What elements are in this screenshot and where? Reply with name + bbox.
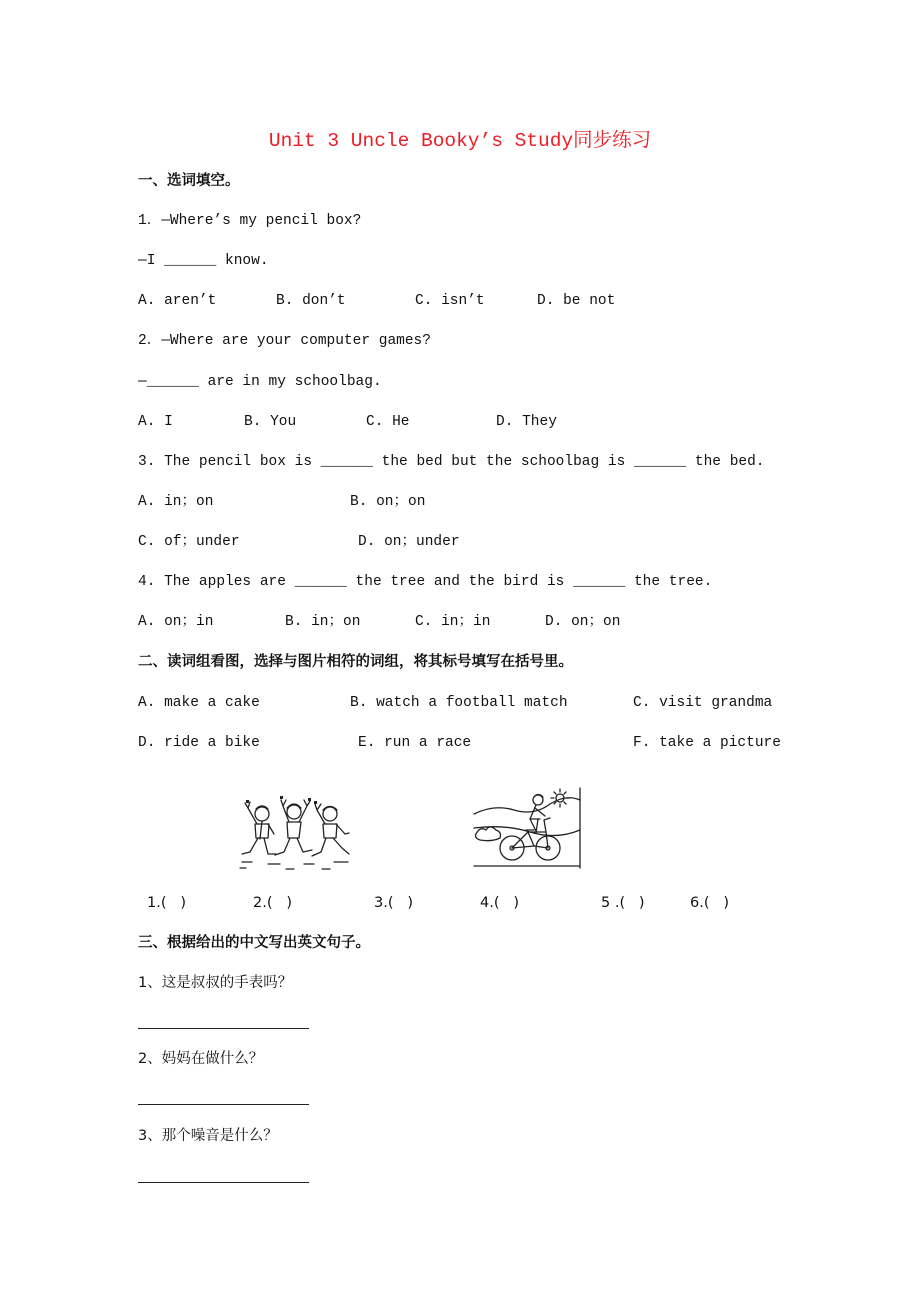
q4-option-d: D. on；on bbox=[545, 614, 621, 630]
running-race-image bbox=[238, 790, 358, 874]
q2-option-d: D. They bbox=[496, 414, 557, 430]
picture-blank-6: 6.( ) bbox=[690, 895, 729, 911]
phrase-option-d: D. ride a bike bbox=[138, 735, 260, 751]
picture-blank-2: 2.( ) bbox=[253, 895, 292, 911]
q4-option-a: A. on；in bbox=[138, 614, 214, 630]
q3-option-a: A. in；on bbox=[138, 494, 214, 510]
q3-line1: 3. The pencil box is ______ the bed but the schoolbag is ______ the bed. bbox=[138, 454, 765, 470]
q2-line1: 2．—Where are your computer games? bbox=[138, 333, 431, 349]
q2-option-c: C. He bbox=[366, 414, 410, 430]
picture-blank-3: 3.( ) bbox=[374, 895, 413, 911]
section1-heading: 一、选词填空。 bbox=[138, 173, 240, 189]
picture-blank-5: 5 .( ) bbox=[601, 895, 645, 911]
answer-line-2[interactable] bbox=[138, 1104, 309, 1105]
q2-line2: —______ are in my schoolbag. bbox=[138, 374, 382, 390]
q1-option-a: A. aren’t bbox=[138, 293, 217, 309]
phrase-option-c: C. visit grandma bbox=[633, 695, 773, 711]
q1-option-d: D. be not bbox=[537, 293, 616, 309]
section2-heading: 二、读词组看图，选择与图片相符的词组，将其标号填写在括号里。 bbox=[138, 654, 573, 670]
phrase-option-a: A. make a cake bbox=[138, 695, 260, 711]
phrase-option-b: B. watch a football match bbox=[350, 695, 568, 711]
q1-line1: 1．—Where’s my pencil box? bbox=[138, 213, 362, 229]
picture-blank-4: 4.( ) bbox=[480, 895, 519, 911]
answer-line-3[interactable] bbox=[138, 1182, 309, 1183]
q3-option-d: D. on；under bbox=[358, 534, 460, 550]
translation-item-1: 1、这是叔叔的手表吗？ bbox=[138, 975, 293, 991]
q3-option-b: B. on；on bbox=[350, 494, 426, 510]
q1-line2: —I ______ know. bbox=[138, 253, 269, 269]
q1-option-b: B. don’t bbox=[276, 293, 346, 309]
section3-heading: 三、根据给出的中文写出英文句子。 bbox=[138, 935, 370, 951]
answer-line-1[interactable] bbox=[138, 1028, 309, 1029]
q4-line1: 4. The apples are ______ the tree and the bird is ______ the tree. bbox=[138, 574, 713, 590]
picture-blank-1: 1.( ) bbox=[147, 895, 186, 911]
riding-bike-image bbox=[472, 786, 584, 870]
q2-option-a: A. I bbox=[138, 414, 173, 430]
phrase-option-f: F. take a picture bbox=[633, 735, 781, 751]
translation-item-3: 3、那个噪音是什么？ bbox=[138, 1128, 278, 1144]
q1-option-c: C. isn’t bbox=[415, 293, 485, 309]
q2-option-b: B. You bbox=[244, 414, 297, 430]
q4-option-b: B. in；on bbox=[285, 614, 361, 630]
phrase-option-e: E. run a race bbox=[358, 735, 472, 751]
translation-item-2: 2、妈妈在做什么？ bbox=[138, 1051, 264, 1067]
page-title: Unit 3 Uncle Booky’s Study同步练习 bbox=[268, 130, 652, 152]
q4-option-c: C. in；in bbox=[415, 614, 491, 630]
q3-option-c: C. of；under bbox=[138, 534, 240, 550]
